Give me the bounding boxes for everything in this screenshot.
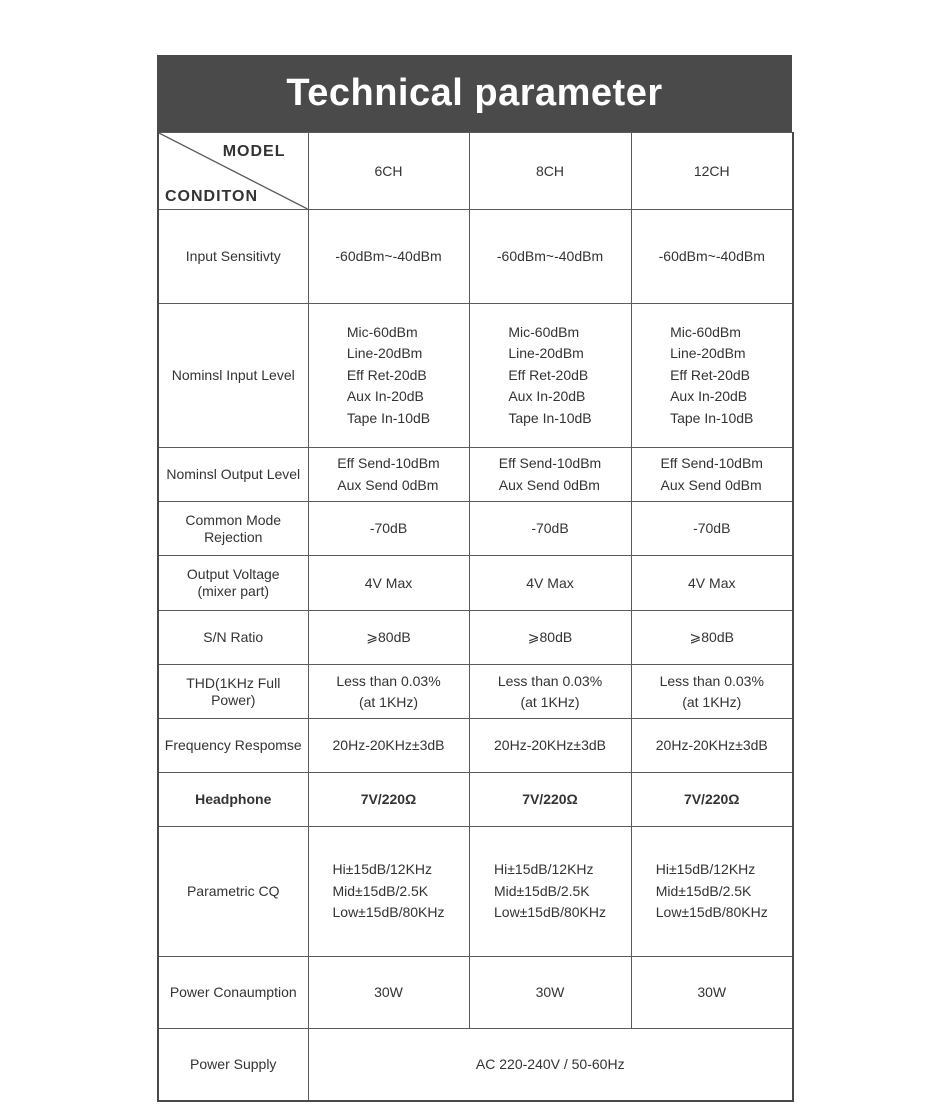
header-row	[158, 133, 793, 210]
cell-value: Less than 0.03% (at 1KHz)	[469, 665, 631, 719]
cell-value: -60dBm~-40dBm	[631, 210, 793, 304]
row-label: Common Mode Rejection	[158, 502, 308, 556]
page-title: Technical parameter	[157, 55, 792, 132]
cell-value: 30W	[308, 957, 469, 1029]
cell-value: Less than 0.03% (at 1KHz)	[631, 665, 793, 719]
cell-value: Hi±15dB/12KHz Mid±15dB/2.5K Low±15dB/80KHz	[308, 827, 469, 957]
spec-table	[157, 132, 794, 1102]
table-row	[158, 827, 793, 957]
cell-value: Mic-60dBm Line-20dBm Eff Ret-20dB Aux In-20dB Tape In-10dB	[631, 304, 793, 448]
model-6ch: 6CH	[308, 133, 469, 210]
cell-value: -60dBm~-40dBm	[469, 210, 631, 304]
cell-value: 7V/220Ω	[469, 773, 631, 827]
cell-value: Hi±15dB/12KHz Mid±15dB/2.5K Low±15dB/80KHz	[469, 827, 631, 957]
row-label: Frequency Respomse	[158, 719, 308, 773]
row-label: THD(1KHz Full Power)	[158, 665, 308, 719]
model-12ch: 12CH	[631, 133, 793, 210]
row-label: Parametric CQ	[158, 827, 308, 957]
model-label: MODEL	[222, 143, 286, 160]
cell-value: -70dB	[469, 502, 631, 556]
table-row	[158, 957, 793, 1029]
condition-label: CONDITON	[165, 188, 259, 205]
cell-value: Mic-60dBm Line-20dBm Eff Ret-20dB Aux In-20dB Tape In-10dB	[469, 304, 631, 448]
row-label: Power Supply	[158, 1029, 308, 1101]
table-row	[158, 665, 793, 719]
cell-value: 30W	[469, 957, 631, 1029]
cell-value: Eff Send-10dBm Aux Send 0dBm	[469, 448, 631, 502]
model-8ch: 8CH	[469, 133, 631, 210]
cell-value: ⩾80dB	[631, 611, 793, 665]
row-label: S/N Ratio	[158, 611, 308, 665]
cell-value: AC 220-240V / 50-60Hz	[308, 1029, 793, 1101]
row-label: Nominsl Input Level	[158, 304, 308, 448]
cell-value: 7V/220Ω	[631, 773, 793, 827]
cell-value: Hi±15dB/12KHz Mid±15dB/2.5K Low±15dB/80KHz	[631, 827, 793, 957]
cell-value: 20Hz-20KHz±3dB	[469, 719, 631, 773]
cell-value: 7V/220Ω	[308, 773, 469, 827]
cell-value: 4V Max	[469, 556, 631, 611]
table-row	[158, 448, 793, 502]
cell-value: ⩾80dB	[469, 611, 631, 665]
cell-value: Mic-60dBm Line-20dBm Eff Ret-20dB Aux In-20dB Tape In-10dB	[308, 304, 469, 448]
row-label: Power Conaumption	[158, 957, 308, 1029]
row-label: Nominsl Output Level	[158, 448, 308, 502]
cell-value: -60dBm~-40dBm	[308, 210, 469, 304]
cell-value: 20Hz-20KHz±3dB	[308, 719, 469, 773]
cell-value: ⩾80dB	[308, 611, 469, 665]
table-row	[158, 210, 793, 304]
cell-value: 30W	[631, 957, 793, 1029]
row-label: Output Voltage (mixer part)	[158, 556, 308, 611]
table-row	[158, 1029, 793, 1101]
spec-sheet	[157, 55, 792, 1102]
corner-cell	[158, 133, 308, 210]
table-row	[158, 304, 793, 448]
cell-value: Eff Send-10dBm Aux Send 0dBm	[308, 448, 469, 502]
cell-value: 4V Max	[308, 556, 469, 611]
cell-value: Eff Send-10dBm Aux Send 0dBm	[631, 448, 793, 502]
table-row	[158, 773, 793, 827]
cell-value: 4V Max	[631, 556, 793, 611]
cell-value: -70dB	[631, 502, 793, 556]
cell-value: Less than 0.03% (at 1KHz)	[308, 665, 469, 719]
row-label: Headphone	[158, 773, 308, 827]
table-row	[158, 556, 793, 611]
table-row	[158, 611, 793, 665]
table-row	[158, 502, 793, 556]
row-label: Input Sensitivty	[158, 210, 308, 304]
cell-value: 20Hz-20KHz±3dB	[631, 719, 793, 773]
table-row	[158, 719, 793, 773]
cell-value: -70dB	[308, 502, 469, 556]
